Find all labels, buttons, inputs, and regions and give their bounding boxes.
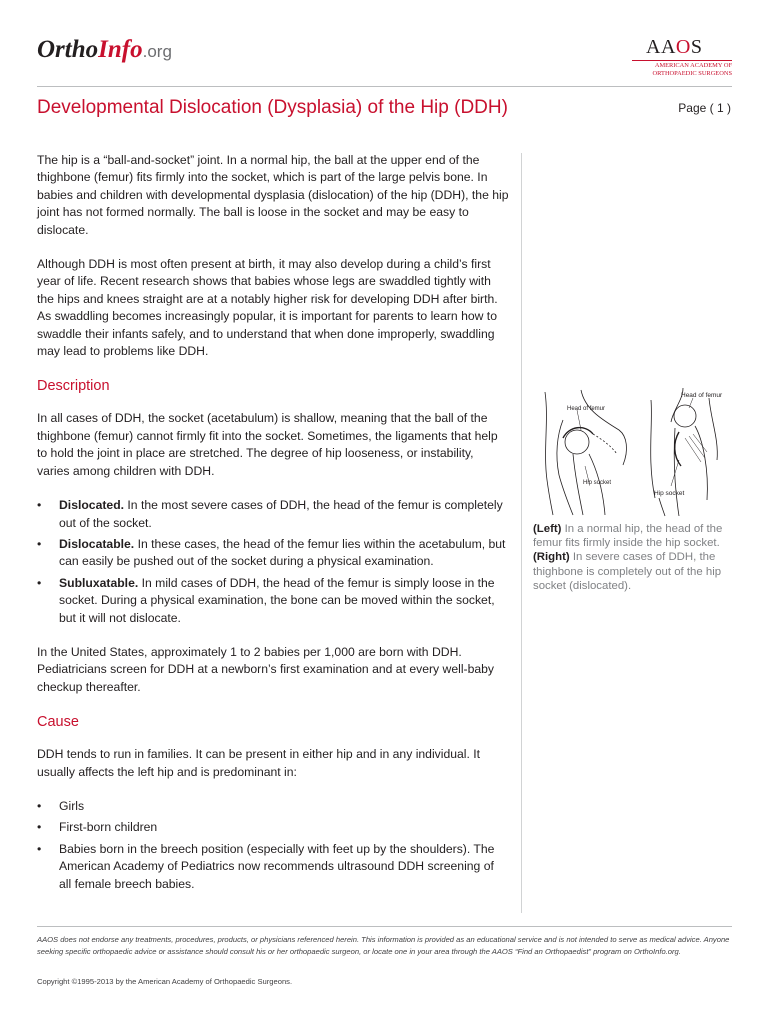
cause-list <box>37 798 509 893</box>
description-heading: Description <box>37 378 110 395</box>
orthoinfo-logo[interactable] <box>37 36 172 64</box>
bullet-icon: • <box>37 536 42 551</box>
column-divider <box>521 153 522 913</box>
list-item: • Subluxatable. In mild cases of DDH, the head of the femur is simply loose in the socket. During a physical examination, the bone can be moved within the socket, but it will not dislocate. <box>37 575 495 625</box>
bullet-icon: • <box>37 498 42 513</box>
footer-divider <box>37 926 732 927</box>
right-socket-label: Hip socket <box>654 490 685 497</box>
aaos-logo[interactable] <box>632 36 732 77</box>
header-divider <box>37 86 732 87</box>
bullet-icon: • <box>37 798 42 813</box>
caption-left-tag: (Left) <box>533 523 562 535</box>
hip-illustration <box>533 380 733 520</box>
description-paragraph-1: In all cases of DDH, the socket (acetabulum) is shallow, meaning that the ball of the thighbone (femur) cannot firmly fit into the socket. Sometimes, the ligaments that help to hold the joint in place are stretched. The degree of hip looseness, or instability, varies among children with DDH. <box>37 411 498 478</box>
copyright-text: Copyright ©1995-2013 by the American Academy of Orthopaedic Surgeons. <box>37 977 293 986</box>
description-list <box>37 497 509 627</box>
logo-ortho: Ortho <box>37 36 99 63</box>
cause-paragraph-1: DDH tends to run in families. It can be present in either hip and in any individual. It usually affects the left hip and is predominant in: <box>37 747 481 779</box>
page-title: Developmental Dislocation (Dysplasia) of the Hip (DDH) <box>37 97 508 118</box>
logo-info: Info <box>98 36 143 63</box>
bullet-icon: • <box>37 841 42 856</box>
list-item: • Dislocated. In the most severe cases of DDH, the head of the femur is completely out of the socket. <box>37 498 503 530</box>
list-item: • Dislocatable. In these cases, the head of the femur lies within the acetabulum, but can easily be pushed out of the socket during a physical examination. <box>37 536 506 569</box>
caption-right-tag: (Right) <box>533 551 570 564</box>
page-header <box>0 0 768 86</box>
description-paragraph-2: In the United States, approximately 1 to 2 babies per 1,000 are born with DDH. Pediatricians screen for DDH at a newborn’s first examination and at every well-baby checkup thereafter. <box>37 644 495 694</box>
page-number: Page ( 1 ) <box>678 101 731 115</box>
aaos-subtitle: AMERICAN ACADEMY OF ORTHOPAEDIC SURGEONS <box>632 60 732 77</box>
figure-caption <box>533 522 733 593</box>
list-item: • First-born children <box>37 819 509 836</box>
logo-org: .org <box>142 42 172 61</box>
cause-heading: Cause <box>37 714 79 731</box>
right-head-label: Head of femur <box>681 392 723 399</box>
disclaimer-text: AAOS does not endorse any treatments, procedures, products, or physicians referenced herein. This information is provided as an educational service and is not intended to serve as medical advice. Anyone seeking specific orthopaedic advice or assistance should consult his or her orthopaedic surgeon, or locate one in your area through the AAOS “Find an Orthopaedist” program on OrthoInfo.org. <box>37 935 730 956</box>
list-item: • Babies born in the breech position (especially with feet up by the shoulders). The American Academy of Pediatrics now recommends ultrasound DDH screening of all female breech babies. <box>37 841 495 891</box>
caption-right-text: In severe cases of DDH, the thighbone is completely out of the hip socket (dislocated). <box>533 551 722 592</box>
intro-paragraph-1: The hip is a “ball-and-socket” joint. In a normal hip, the ball at the upper end of the thighbone (femur) fits firmly into the socket, which is part of the large pelvis bone. In babies and children with developmental dysplasia (dislocation) of the hip (DDH), the hip joint has not formed normally. The ball is loose in the socket and may be easy to dislocate. <box>37 153 509 237</box>
bullet-icon: • <box>37 820 42 835</box>
caption-left-text: In a normal hip, the head of the femur fits firmly inside the hip socket. <box>533 523 723 550</box>
bullet-icon: • <box>37 575 42 590</box>
left-socket-label: Hip socket <box>583 480 612 486</box>
main-content <box>37 152 509 910</box>
aaos-mark: AAOS <box>646 36 703 58</box>
hip-diagram-icon <box>533 380 733 520</box>
list-item: • Girls <box>37 798 509 815</box>
intro-paragraph-2: Although DDH is most often present at birth, it may also develop during a child’s first year of life. Recent research shows that babies whose legs are swaddled tightly with the hips and knees straight are at a notably higher risk for developing DDH after birth. As swaddling becomes increasingly popular, it is important for parents to learn how to swaddle their infants safely, and to understand that when done improperly, swaddling may lead to problems like DDH. <box>37 257 498 359</box>
left-head-label: Head of femur <box>567 406 606 412</box>
